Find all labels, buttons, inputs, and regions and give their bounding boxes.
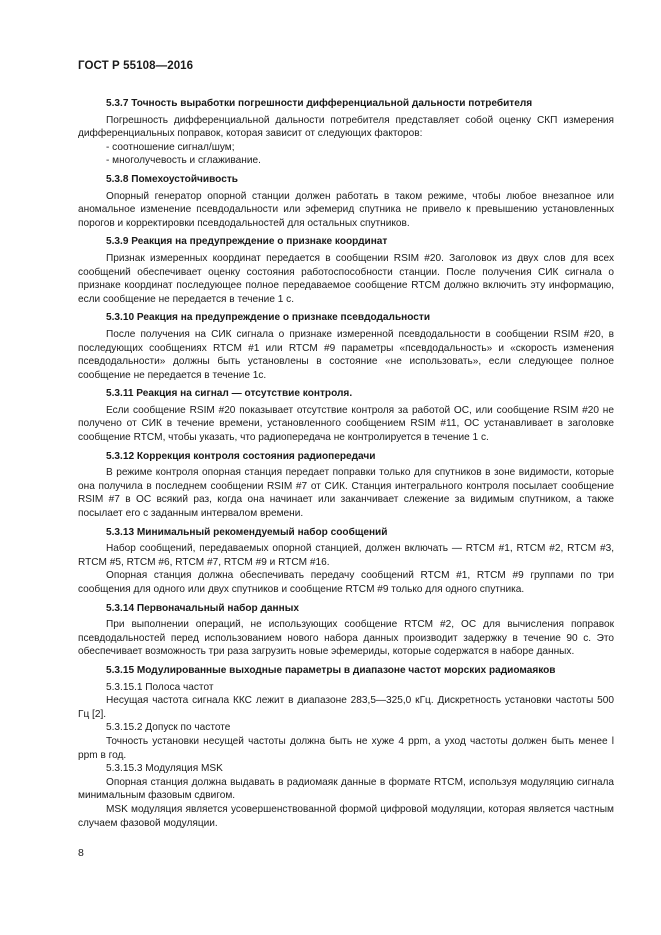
paragraph: Опорная станция должна выдавать в радиомаяк данные в формате RTCM, используя модуляцию сигнала минимальным фазовым сдвигом. — [78, 776, 614, 802]
section-5-3-10-title: 5.3.10 Реакция на предупреждение о признаке псевдодальности — [106, 312, 431, 324]
subsection-5-3-15-3-title: 5.3.15.3 Модуляция MSK — [106, 763, 223, 775]
paragraph: Если сообщение RSIM #20 показывает отсутствие контроля за работой ОС, или сообщение RSIM #20 не получено от СИК в течение времени, установленного сообщением RSIM #11, ОС устанавливает в заголовке сообщение RTCM, чтобы указать, что радиопередача не контролируется в течение 1 с. — [78, 404, 614, 444]
paragraph: При выполнении операций, не использующих сообщение RTCM #2, ОС для вычисления поправок псевдодальностей перед использованием нового набора данных производит задержку в течение 90 с. Это обеспечивает возможность три раза загрузить новые эфемериды, которые содержатся в наборе данных. — [78, 619, 614, 658]
document-header: ГОСТ Р 55108—2016 — [78, 60, 194, 72]
page-number: 8 — [78, 847, 84, 859]
subsection-5-3-15-2-title: 5.3.15.2 Допуск по частоте — [106, 722, 231, 734]
section-5-3-14-title: 5.3.14 Первоначальный набор данных — [106, 602, 299, 614]
section-5-3-13-title: 5.3.13 Минимальный рекомендуемый набор сообщений — [106, 526, 388, 538]
paragraph: Набор сообщений, передаваемых опорной станцией, должен включать — RTCM #1, RTCM #2, RTCM #3, RTCM #5, RTCM #6, RTCM #7, RTCM #9 и RTCM #16. — [78, 543, 614, 568]
section-5-3-12-title: 5.3.12 Коррекция контроля состояния радиопередачи — [106, 450, 376, 462]
list-item: - многолучевость и сглаживание. — [106, 155, 261, 167]
document-body — [78, 92, 614, 830]
subsection-5-3-15-1-title: 5.3.15.1 Полоса частот — [106, 681, 214, 693]
paragraph: В режиме контроля опорная станция передает поправки только для спутников в зоне видимости, которые она получила в последнем сообщении RSIM #7 от СИК. Станция интегрального контроля посылает сообщение RSIM #7 в ОС всякий раз, когда она начинает или заканчивает слежение за видимым спутником, а также посылает его с заданным интервалом времени. — [78, 467, 614, 520]
paragraph: Точность установки несущей частоты должна быть не хуже 4 ppm, а уход частоты должен быть менее l ppm в год. — [78, 735, 614, 761]
paragraph: Признак измеренных координат передается в сообщении RSIM #20. Заголовок из двух слов для всех сообщений обеспечивает оценку состояния работоспособности станции. После получения СИК сигнала о признаке координат последующее полное передаваемое сообщение RTCM должно включить эту информацию, если сообщение не передается в течение 1 с. — [78, 252, 614, 305]
paragraph: Опорная станция должна обеспечивать передачу сообщений RTCM #1, RTCM #9 группами по три сообщения для одного или двух спутников и сообщение RTCM #9 только для одного спутника. — [78, 570, 614, 595]
section-5-3-15-title: 5.3.15 Модулированные выходные параметры в диапазоне частот морских радиомаяков — [106, 664, 556, 676]
paragraph: MSK модуляция является усовершенствованной формой цифровой модуляции, которая является частным случаем фазовой модуляции. — [78, 803, 614, 829]
section-5-3-7-title: 5.3.7 Точность выработки погрешности дифференциальной дальности потребителя — [106, 98, 533, 109]
paragraph: Несущая частота сигнала ККС лежит в диапазоне 283,5—325,0 кГц. Дискретность установки частоты 500 Гц [2]. — [78, 695, 614, 720]
paragraph: Погрешность дифференциальной дальности потребителя представляет собой оценку СКП измерения дифференциальных поправок, которая зависит от следующих факторов: — [78, 114, 614, 140]
section-5-3-11-title: 5.3.11 Реакция на сигнал — отсутствие контроля. — [106, 388, 353, 400]
list-item: - соотношение сигнал/шум; — [106, 141, 235, 153]
section-5-3-9-title: 5.3.9 Реакция на предупреждение о признаке координат — [106, 236, 388, 248]
paragraph: Опорный генератор опорной станции должен работать в таком режиме, чтобы любое внезапное или аномальное изменение псевдодальности или эфемерид спутника не привело к превышению установленных порогов и корректировки псевдодальностей для остальных спутников. — [78, 190, 614, 229]
paragraph: После получения на СИК сигнала о признаке измеренной псевдодальности в сообщении RSIM #20, в последующих сообщениях RTCM #1 или RTCM #9 параметры «псевдодальность» и «скорость изменения псевдодальности» должны быть установлены в состояние «не использовать», если следующее полное сообщение не передается в течение 1с. — [78, 328, 614, 381]
section-5-3-8-title: 5.3.8 Помехоустойчивость — [106, 173, 238, 185]
